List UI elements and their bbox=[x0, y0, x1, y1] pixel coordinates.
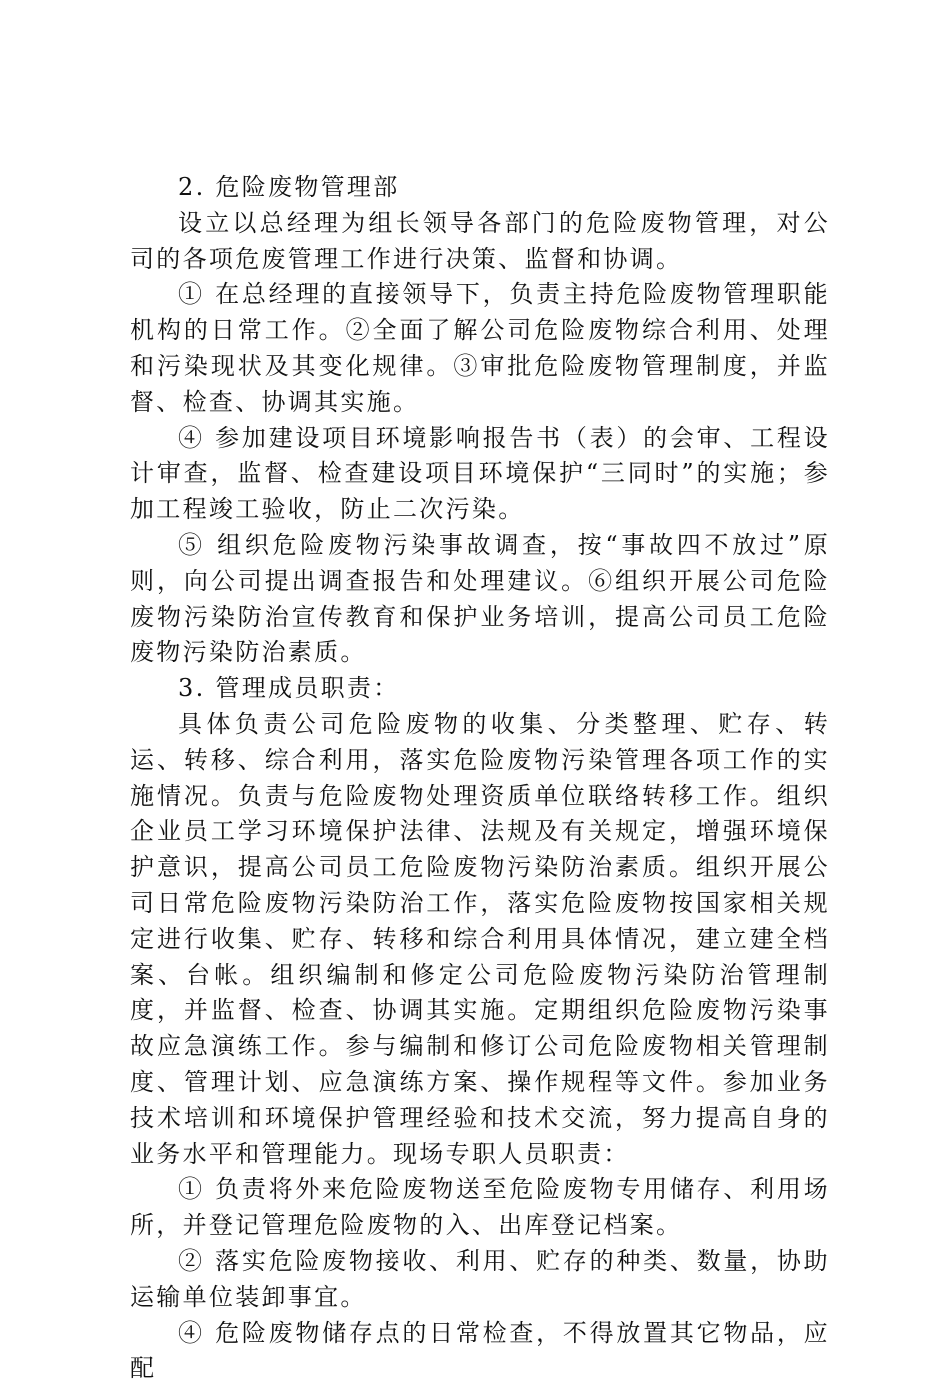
paragraph-duties-1-3: ① 在总经理的直接领导下，负责主持危险废物管理职能机构的日常工作。②全面了解公司危险废物综合利用、处理和污染现状及其变化规律。③审批危险废物管理制度，并监督、检查、协调其实施。 bbox=[130, 277, 830, 420]
section-heading-member-duties: 3. 管理成员职责： bbox=[130, 671, 830, 707]
paragraph-staff-duty-1: ① 负责将外来危险废物送至危险废物专用储存、利用场所，并登记管理危险废物的入、出库登记档案。 bbox=[130, 1172, 830, 1244]
paragraph-staff-duty-2: ② 落实危险废物接收、利用、贮存的种类、数量，协助运输单位装卸事宜。 bbox=[130, 1244, 830, 1316]
paragraph-duty-4: ④ 参加建设项目环境影响报告书（表）的会审、工程设计审查，监督、检查建设项目环境保护“三同时”的实施；参加工程竣工验收，防止二次污染。 bbox=[130, 421, 830, 528]
paragraph-dept-setup: 设立以总经理为组长领导各部门的危险废物管理，对公司的各项危废管理工作进行决策、监督和协调。 bbox=[130, 206, 830, 278]
paragraph-duties-5-6: ⑤ 组织危险废物污染事故调查，按“事故四不放过”原则，向公司提出调查报告和处理建议。⑥组织开展公司危险废物污染防治宣传教育和保护业务培训，提高公司员工危险废物污染防治素质。 bbox=[130, 528, 830, 671]
document-body bbox=[130, 170, 830, 1387]
paragraph-member-duties: 具体负责公司危险废物的收集、分类整理、贮存、转运、转移、综合利用，落实危险废物污染管理各项工作的实施情况。负责与危险废物处理资质单位联络转移工作。组织企业员工学习环境保护法律、法规及有关规定，增强环境保护意识，提高公司员工危险废物污染防治素质。组织开展公司日常危险废物污染防治工作，落实危险废物按国家相关规定进行收集、贮存、转移和综合利用具体情况，建立建全档案、台帐。组织编制和修定公司危险废物污染防治管理制度，并监督、检查、协调其实施。定期组织危险废物污染事故应急演练工作。参与编制和修订公司危险废物相关管理制度、管理计划、应急演练方案、操作规程等文件。参加业务技术培训和环境保护管理经验和技术交流，努力提高自身的业务水平和管理能力。现场专职人员职责： bbox=[130, 707, 830, 1172]
section-heading-hazardous-waste-dept: 2. 危险废物管理部 bbox=[130, 170, 830, 206]
paragraph-staff-duty-4: ④ 危险废物储存点的日常检查，不得放置其它物品，应配 bbox=[130, 1316, 830, 1387]
